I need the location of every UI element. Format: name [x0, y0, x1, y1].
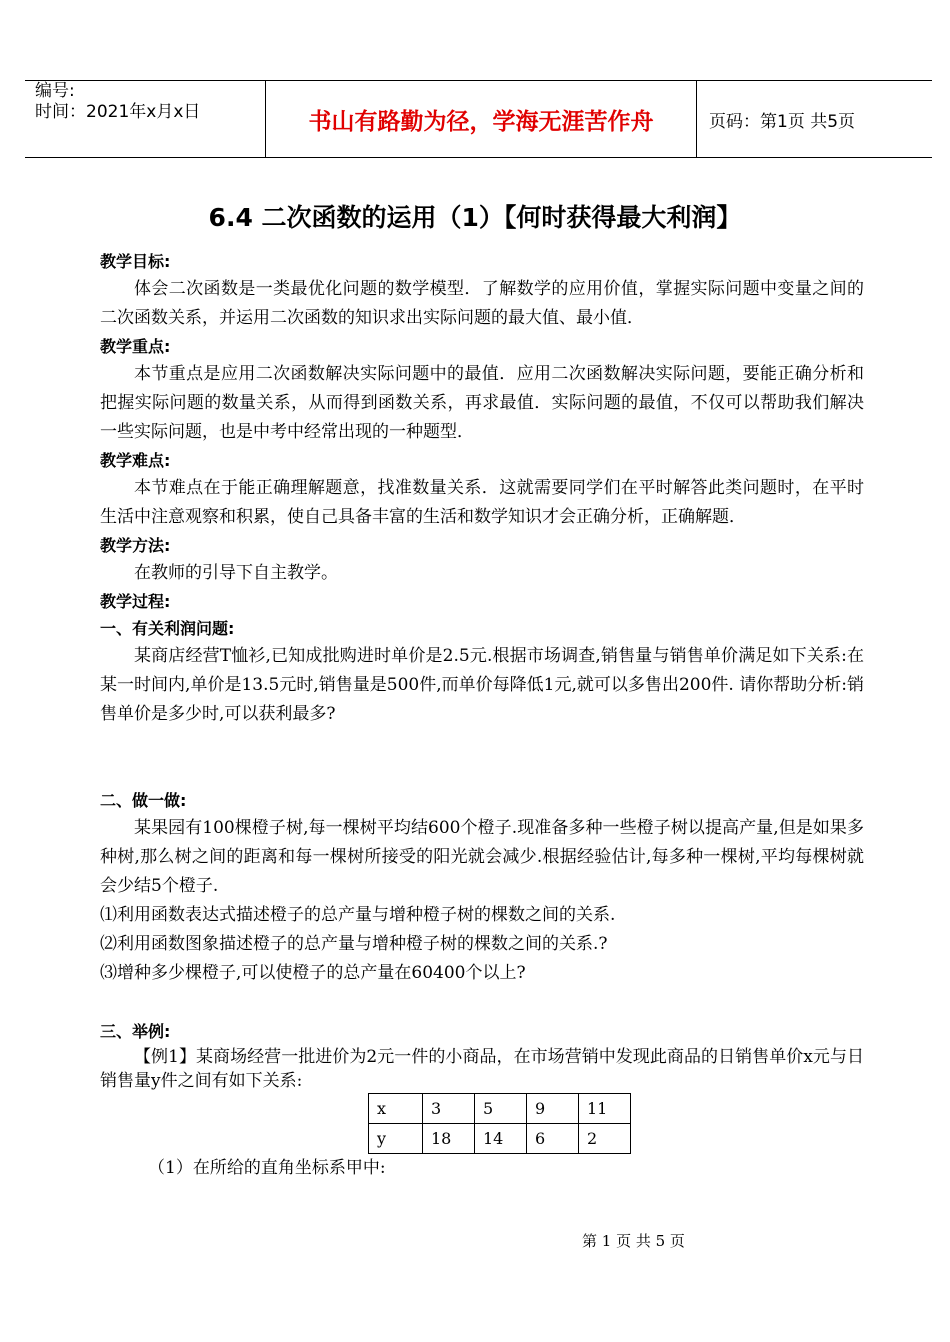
motto: 书山有路勤为径，学海无涯苦作舟 [266, 81, 697, 158]
process-heading: 教学过程: [100, 592, 171, 611]
table-cell: 2 [579, 1124, 631, 1154]
document-title: 6.4 二次函数的运用（1）【何时获得最大利润】 [208, 203, 742, 232]
part1-text: 某商店经营T恤衫,已知成批购进时单价是2.5元.根据市场调查,销售量与销售单价满足如下关系:在某一时间内,单价是13.5元时,销售量是500件,而单价每降低1元,就可以多售出200件. 请你帮助分析:销售单价是多少时,可以获利最多? [100, 646, 864, 724]
part1-heading: 一、有关利润问题: [100, 619, 235, 638]
table-cell: 3 [423, 1094, 475, 1124]
part2-question-1: ⑴利用函数表达式描述橙子的总产量与增种橙子树的棵数之间的关系. [100, 905, 616, 925]
table-cell: 9 [527, 1094, 579, 1124]
page-code: 页码：第1页 共5页 [697, 81, 933, 158]
part2-text: 某果园有100棵橙子树,每一棵树平均结600个橙子.现准备多种一些橙子树以提高产量,但是如果多种树,那么树之间的距离和每一棵树所接受的阳光就会减少.根据经验估计,每多种一棵树,平均每棵树就会少结5个橙子. [100, 818, 864, 896]
part2-heading: 二、做一做: [100, 791, 187, 810]
example1-sub1: （1）在所给的直角坐标系甲中: [148, 1158, 386, 1178]
goal-heading: 教学目标: [100, 252, 171, 271]
difficulty-heading: 教学难点: [100, 451, 171, 470]
xy-table [368, 1093, 631, 1154]
method-heading: 教学方法: [100, 536, 171, 555]
time-label: 时间：2021年x月x日 [35, 102, 201, 122]
footer-page-number: 第 1 页 共 5 页 [582, 1232, 685, 1250]
document-body [100, 248, 864, 1183]
difficulty-text: 本节难点在于能正确理解题意，找准数量关系．这就需要同学们在平时解答此类问题时，在平时生活中注意观察和积累，使自己具备丰富的生活和数学知识才会正确分析，正确解题． [100, 478, 864, 527]
table-cell: 14 [475, 1124, 527, 1154]
method-text: 在教师的引导下自主教学。 [134, 563, 338, 583]
header-left-cell [25, 81, 266, 158]
table-cell: 11 [579, 1094, 631, 1124]
table-row [369, 1094, 631, 1124]
spacer [100, 988, 864, 1018]
table-row [369, 1124, 631, 1154]
spacer [100, 729, 864, 787]
goal-text: 体会二次函数是一类最优化问题的数学模型．了解数学的应用价值，掌握实际问题中变量之间的二次函数关系，并运用二次函数的知识求出实际问题的最大值、最小值． [100, 279, 864, 328]
header-table [25, 80, 932, 158]
part2-question-3: ⑶增种多少棵橙子,可以使橙子的总产量在60400个以上? [100, 963, 526, 983]
table-cell: y [369, 1124, 423, 1154]
key-text: 本节重点是应用二次函数解决实际问题中的最值．应用二次函数解决实际问题，要能正确分析和把握实际问题的数量关系，从而得到函数关系，再求最值．实际问题的最值，不仅可以帮助我们解决一些实际问题，也是中考中经常出现的一种题型． [100, 364, 864, 442]
table-cell: x [369, 1094, 423, 1124]
example1-text: 【例1】某商场经营一批进价为2元一件的小商品，在市场营销中发现此商品的日销售单价x元与日销售量y件之间有如下关系: [100, 1047, 864, 1091]
key-heading: 教学重点: [100, 337, 171, 356]
part2-question-2: ⑵利用函数图象描述橙子的总产量与增种橙子树的棵数之间的关系.? [100, 934, 608, 954]
table-cell: 5 [475, 1094, 527, 1124]
table-cell: 6 [527, 1124, 579, 1154]
part3-heading: 三、举例: [100, 1022, 171, 1041]
number-label: 编号: [35, 81, 75, 101]
table-cell: 18 [423, 1124, 475, 1154]
